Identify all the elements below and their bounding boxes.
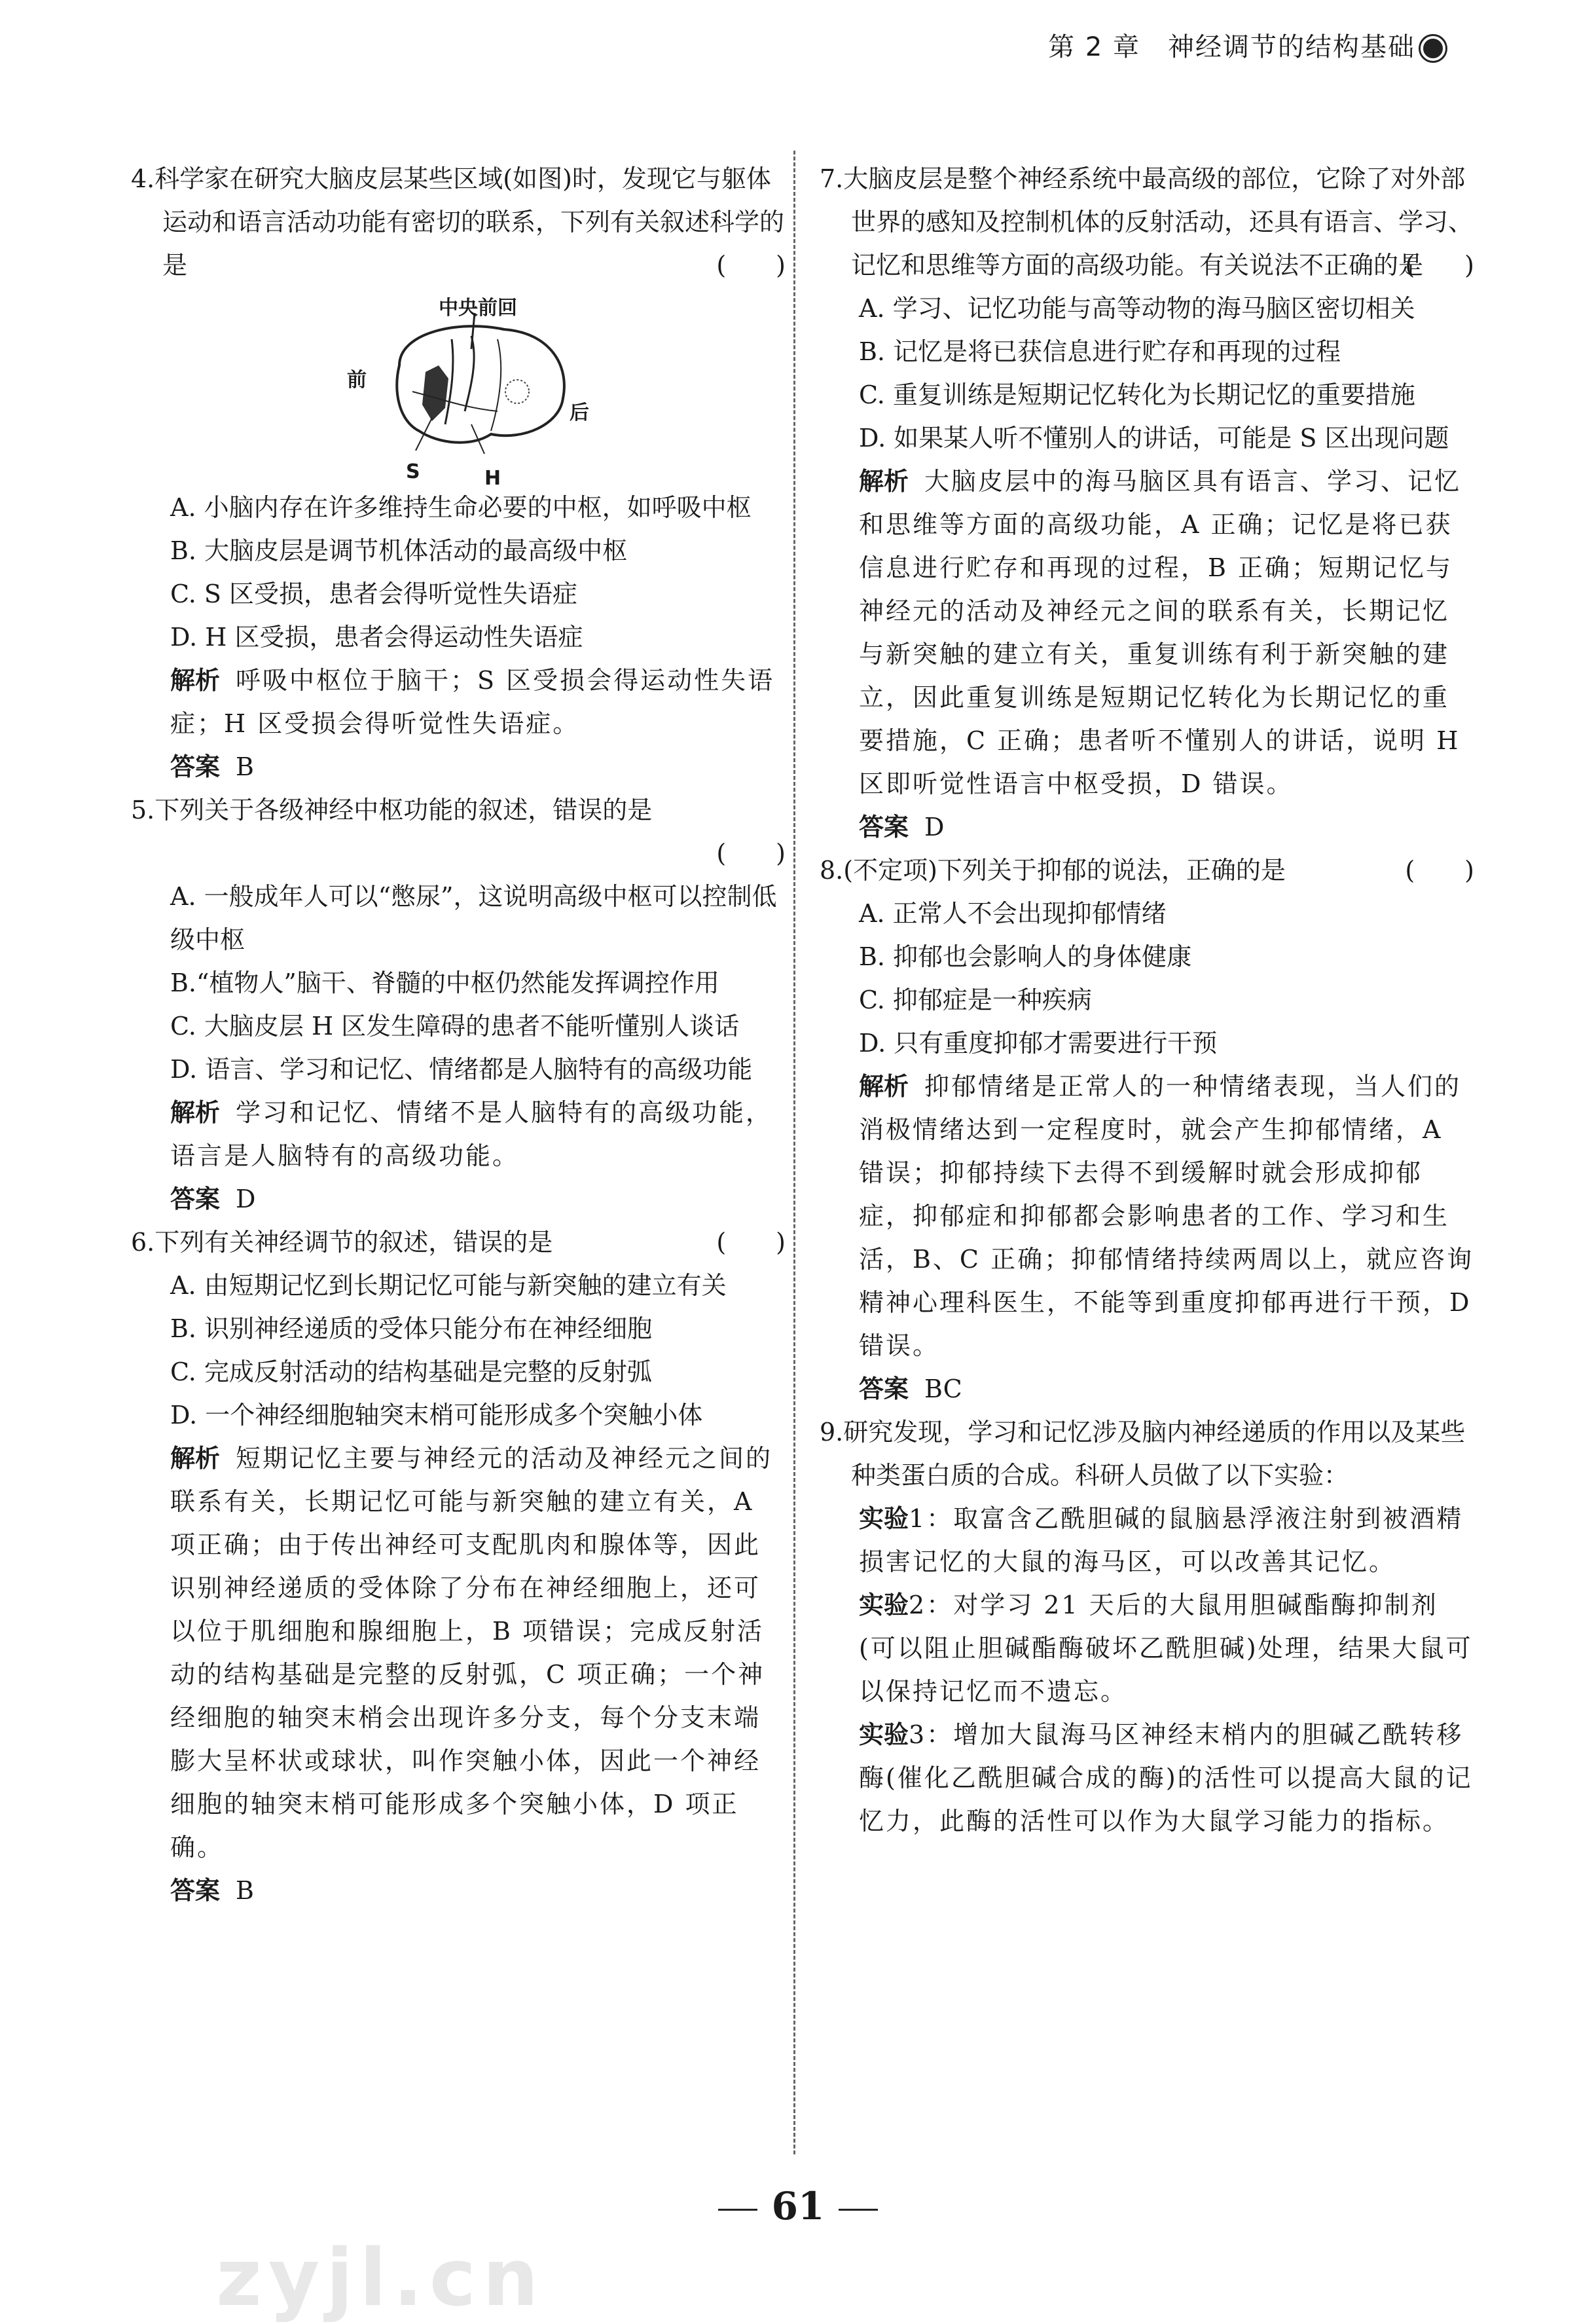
chapter-header	[1048, 26, 1445, 64]
option-a: A. 正常人不会出现抑郁情绪	[859, 899, 1167, 928]
analysis-label: 解析	[170, 666, 221, 695]
option-c: C. 重复训练是短期记忆转化为长期记忆的重要措施	[859, 380, 1415, 409]
analysis-label: 解析	[859, 467, 909, 496]
experiment-label: 实验	[859, 1504, 909, 1533]
answer-label: 答案	[170, 1185, 221, 1213]
analysis	[131, 1091, 786, 1177]
answer-paren: ( )	[1405, 251, 1474, 280]
answer	[131, 1177, 786, 1221]
experiment-1	[820, 1497, 1474, 1583]
option-c: C. 完成反射活动的结构基础是完整的反射弧	[170, 1357, 652, 1386]
options-list	[131, 1264, 786, 1437]
question-8-stem: 8.(不定项)下列关于抑郁的说法，正确的是	[820, 856, 1286, 885]
dash-right	[839, 2209, 878, 2211]
analysis	[820, 460, 1474, 805]
question-5-stem: 5.下列关于各级神经中枢功能的叙述，错误的是	[131, 796, 653, 824]
answer	[131, 745, 786, 788]
question-5	[131, 788, 786, 1221]
answer-label: 答案	[859, 813, 909, 841]
option-d: D. 只有重度抑郁才需要进行干预	[859, 1029, 1218, 1058]
option-b: B. 识别神经递质的受体只能分布在神经细胞	[170, 1314, 653, 1343]
answer-paren: ( )	[716, 251, 786, 280]
option-d: D. 语言、学习和记忆、情绪都是人脑特有的高级功能	[170, 1055, 753, 1084]
answer-paren: ( )	[716, 839, 786, 868]
option-c: C. 抑郁症是一种疾病	[859, 986, 1092, 1014]
analysis-text: 大脑皮层中的海马脑区具有语言、学习、记忆和思维等方面的高级功能，A 正确；记忆是将已获信息进行贮存和再现的过程，B 正确；短期记忆与神经元的活动及神经元之间的联系有关，长期记忆与新突触的建立有关，重复训练有利于新突触的建立，因此重复训练是短期记忆转化为长期记忆的重要措施，C 正确；患者听不懂别人的讲话，说明 H 区即听觉性语言中枢受损，D 错误。	[859, 467, 1462, 798]
answer-value: BC	[924, 1374, 962, 1403]
label-front: 前	[347, 369, 367, 392]
analysis-text: 呼吸中枢位于脑干；S 区受损会得运动性失语症；H 区受损会得听觉性失语症。	[170, 666, 775, 738]
option-d: D. 如果某人听不懂别人的讲话，可能是 S 区出现问题	[859, 424, 1449, 452]
experiment-label: 实验	[859, 1591, 909, 1619]
answer-label: 答案	[170, 1876, 221, 1905]
left-column	[131, 157, 786, 1912]
option-a: A. 学习、记忆功能与高等动物的海马脑区密切相关	[859, 294, 1415, 323]
chapter-title: 第 2 章 神经调节的结构基础	[1048, 32, 1415, 62]
answer-paren: ( )	[716, 1228, 786, 1257]
question-9-stem: 9.研究发现，学习和记忆涉及脑内神经递质的作用以及某些种类蛋白质的合成。科研人员做了以下实验：	[820, 1418, 1466, 1490]
analysis-label: 解析	[170, 1444, 221, 1473]
label-central-gyrus: 中央前回	[439, 297, 517, 320]
brain-figure	[340, 293, 589, 490]
question-9	[820, 1411, 1474, 1843]
question-7-stem: 7.大脑皮层是整个神经系统中最高级的部位，它除了对外部世界的感知及控制机体的反射活动，还具有语言、学习、记忆和思维等方面的高级功能。有关说法不正确的是	[820, 164, 1474, 280]
question-8	[820, 849, 1474, 1411]
label-s: S	[406, 460, 420, 483]
options-list	[820, 892, 1474, 1065]
analysis-label: 解析	[859, 1072, 909, 1101]
question-6	[131, 1221, 786, 1912]
answer-label: 答案	[170, 752, 221, 781]
option-b: B. 大脑皮层是调节机体活动的最高级中枢	[170, 536, 628, 565]
label-h: H	[484, 467, 501, 490]
experiment-label: 实验	[859, 1720, 909, 1749]
answer	[131, 1869, 786, 1912]
options-list	[131, 875, 786, 1091]
experiment-2	[820, 1583, 1474, 1713]
experiment-text: 3：增加大鼠海马区神经末梢内的胆碱乙酰转移酶(催化乙酰胆碱合成的酶)的活性可以提高大鼠的记忆力，此酶的活性可以作为大鼠学习能力的指标。	[859, 1720, 1473, 1835]
analysis	[131, 1437, 786, 1869]
experiment-3	[820, 1713, 1474, 1843]
options-list	[820, 287, 1474, 460]
analysis-text: 学习和记忆、情绪不是人脑特有的高级功能，语言是人脑特有的高级功能。	[170, 1098, 773, 1170]
experiment-text: 1：取富含乙酰胆碱的鼠脑悬浮液注射到被酒精损害记忆的大鼠的海马区，可以改善其记忆。	[859, 1504, 1464, 1576]
question-4	[131, 157, 786, 788]
analysis	[131, 659, 786, 745]
option-b: B.“植物人”脑干、脊髓的中枢仍然能发挥调控作用	[170, 968, 719, 997]
column-divider	[793, 151, 795, 2154]
option-a: A. 由短期记忆到长期记忆可能与新突触的建立有关	[170, 1271, 727, 1300]
page-number: 61	[771, 2184, 825, 2228]
circle-dot-icon	[1421, 36, 1445, 61]
question-6-stem: 6.下列有关神经调节的叙述，错误的是	[131, 1228, 553, 1257]
answer	[820, 805, 1474, 849]
option-c: C. 大脑皮层 H 区发生障碍的患者不能听懂别人谈话	[170, 1012, 740, 1041]
analysis-text: 短期记忆主要与神经元的活动及神经元之间的联系有关，长期记忆可能与新突触的建立有关，A 项正确；由于传出神经可支配肌肉和腺体等，因此识别神经递质的受体除了分布在神经细胞上，还可以位于肌细胞和腺细胞上，B 项错误；完成反射活动的结构基础是完整的反射弧，C 项正确；一个神经细胞的轴突末梢会出现许多分支，每个分支末端膨大呈杯状或球状，叫作突触小体，因此一个神经细胞的轴突末梢可能形成多个突触小体，D 项正确。	[170, 1444, 773, 1862]
option-a: A. 一般成年人可以“憋尿”，这说明高级中枢可以控制低级中枢	[170, 882, 777, 954]
answer-paren: ( )	[1405, 856, 1474, 885]
experiment-text: 2：对学习 21 天后的大鼠用胆碱酯酶抑制剂(可以阻止胆碱酯酶破坏乙酰胆碱)处理，结果大鼠可以保持记忆而不遗忘。	[859, 1591, 1473, 1706]
dash-left	[718, 2209, 757, 2211]
answer-value: B	[236, 1876, 254, 1905]
options-list	[131, 486, 786, 659]
option-d: D. 一个神经细胞轴突末梢可能形成多个突触小体	[170, 1401, 703, 1429]
question-4-stem: 4.科学家在研究大脑皮层某些区域(如图)时，发现它与躯体运动和语言活动功能有密切的联系，下列有关叙述科学的是	[131, 164, 785, 280]
watermark: zyjl.cn	[216, 2233, 545, 2324]
answer-value: D	[236, 1185, 256, 1213]
question-7	[820, 157, 1474, 849]
analysis	[820, 1065, 1474, 1367]
right-column	[820, 157, 1474, 1843]
option-a: A. 小脑内存在许多维持生命必要的中枢，如呼吸中枢	[170, 493, 752, 522]
answer-value: D	[924, 813, 945, 841]
label-back: 后	[570, 401, 589, 424]
answer-label: 答案	[859, 1374, 909, 1403]
answer-value: B	[236, 752, 254, 781]
analysis-label: 解析	[170, 1098, 221, 1127]
answer	[820, 1367, 1474, 1411]
option-b: B. 抑郁也会影响人的身体健康	[859, 942, 1192, 971]
option-c: C. S 区受损，患者会得听觉性失语症	[170, 580, 577, 608]
analysis-text: 抑郁情绪是正常人的一种情绪表现，当人们的消极情绪达到一定程度时，就会产生抑郁情绪，A 错误；抑郁持续下去得不到缓解时就会形成抑郁症，抑郁症和抑郁都会影响患者的工作、学习和生活，B、C 正确；抑郁情绪持续两周以上，就应咨询精神心理科医生，不能等到重度抑郁再进行干预，D 错误。	[859, 1072, 1474, 1360]
page-number-footer	[0, 2184, 1596, 2228]
option-d: D. H 区受损，患者会得运动性失语症	[170, 623, 583, 652]
option-b: B. 记忆是将已获信息进行贮存和再现的过程	[859, 337, 1341, 366]
